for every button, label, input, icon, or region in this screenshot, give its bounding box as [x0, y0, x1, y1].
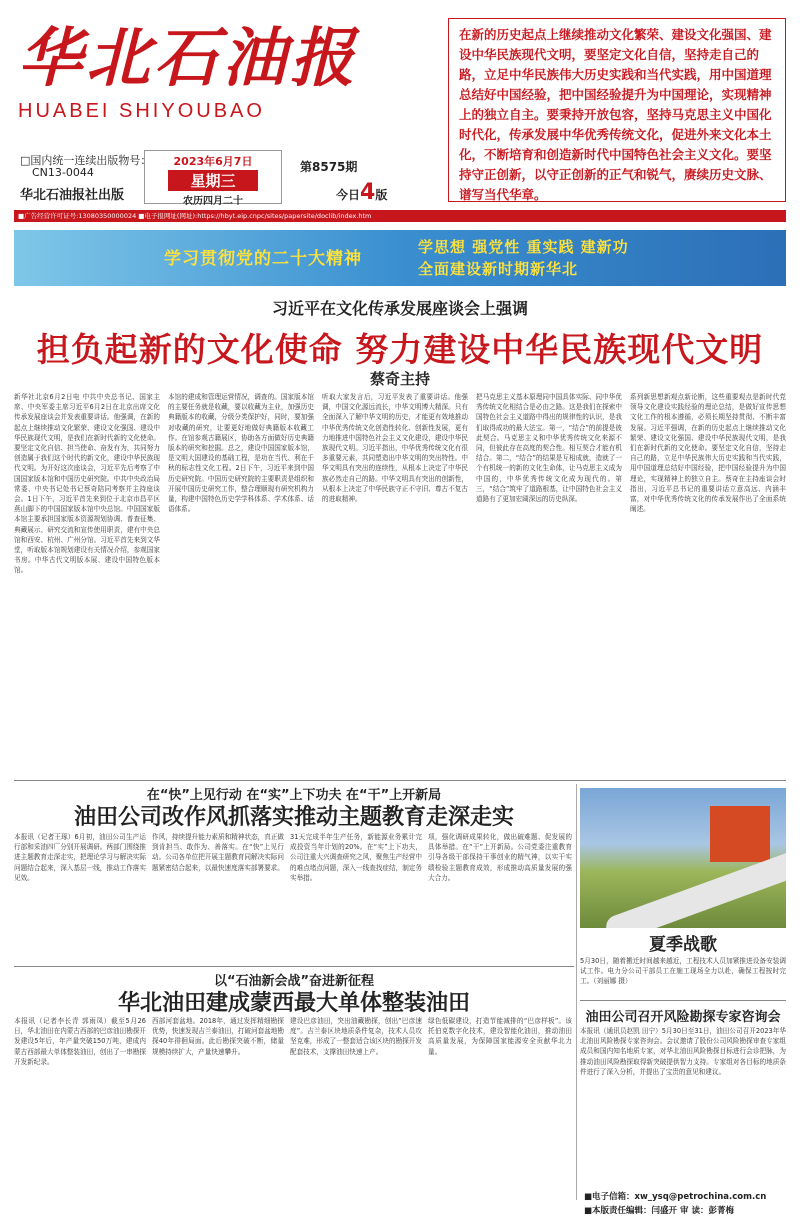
lead-byline: 蔡奇主持	[369, 370, 430, 388]
story3-column: 绿色低碳建设，打造节能减排的“巴彦样板”。该托伯克数字化技术，建设智能化油田，推动油田高质量发展，为保障国家能源安全贡献华北力量。	[428, 1017, 572, 1056]
lunar-date: 农历四月二十	[183, 196, 243, 207]
photo-caption: 5月30日，随着搬迁时间越来越近，工程技术人员加紧推进设备安装调试工作。电力分公司干部员工在施工现场全力以赴，确保工程按时完工。（刘丽娜 摄）	[580, 957, 786, 986]
issue-date: 2023年6月7日	[173, 155, 253, 168]
story3-column: 西部河套盆地。2018年，通过发挥精细勘探优势，快速发现吉兰泰油田，打破河套盆地勘探40年徘徊局面。此后勘探突破不断，储量规模持续扩大，产量快速攀升。	[152, 1017, 284, 1056]
theme-banner	[14, 230, 786, 286]
story2-headline: 油田公司改作风抓落实推动主题教育走深走实	[73, 804, 514, 830]
story3-column: 建设巴彦油田，突出油藏勘探，创出“巴彦速度”。吉兰泰区块地质条件复杂，技术人员攻坚克难，形成了一整套适合该区块的勘探开发配套技术，支撑油田快速上产。	[290, 1017, 422, 1056]
story2-column: 项，强化调研成果转化，做出破难题、促发展的具体举措。在“干”上开新局。公司党委注重教育引导各级干部保持干事创业的精气神，以实干实绩检验主题教育成效，形成推动高质量发展的强大合力。	[428, 833, 572, 882]
editor-email: ■电子信箱：xw_ysq@petrochina.com.cn	[584, 1192, 767, 1202]
issue-number: 第8575期	[300, 160, 358, 174]
story4-headline: 油田公司召开风险勘探专家咨询会	[585, 1010, 781, 1025]
pages-prefix: 今日	[336, 188, 361, 202]
masthead	[18, 14, 438, 164]
pages-suffix: 版	[375, 188, 388, 202]
story3-kicker: 以“石油新会战”奋进新征程	[213, 974, 375, 989]
column-divider	[576, 784, 577, 1200]
banner-left: 学习贯彻党的二十大精神	[164, 249, 362, 269]
story2-kicker: 在“快”上见行动 在“实”上下功夫 在“干”上开新局	[146, 788, 442, 803]
section-divider	[14, 966, 574, 967]
section-divider	[580, 1000, 786, 1001]
editor-names: ■本版责任编辑：闫盛开 审 读：彭菁梅	[584, 1206, 734, 1216]
story2-column: 31天完成半年生产任务，新能源业务累计完成投资当年计划的20%。在“实”上下功夫，公司注重大兴调查研究之风，聚焦生产经营中的难点堵点问题，深入一线查找症结，制定务实举措。	[290, 833, 422, 882]
lead-headline: 担负起新的文化使命 努力建设中华民族现代文明	[36, 330, 764, 369]
lead-kicker: 习近平在文化传承发展座谈会上强调	[271, 299, 528, 318]
banner-right-bottom: 全面建设新时期新华北	[418, 260, 579, 278]
story3-column: 本报讯（记者李长青 郭雨凤）截至5月26日，华北油田在内蒙古西部的巴彦油田勘探开发建设5年后，年产量突破150万吨，建成内蒙古西部最大单体整装油田，创出了一串勘探开发新纪录。	[14, 1017, 146, 1066]
story2-column: 本报讯（记者王琢）6月初，油田公司生产运行部和采油四厂分别开展调研。两部门围绕推进主题教育走深走实，把理论学习与解决实际问题结合起来，深入基层一线，推动工作落实见效。	[14, 833, 146, 882]
story3-headline: 华北油田建成蒙西最大单体整装油田	[117, 990, 470, 1016]
quote-box: 在新的历史起点上继续推动文化繁荣、建设文化强国、建设中华民族现代文明，要坚定文化自信，坚持走自己的路，立足中华民族伟大历史实践和当代实践，用中国道理总结好中国经验，把中国经验提升为中国理论，实现精神上的独立自主。要秉持开放包容，坚持马克思主义中国化时代化，传承发展中华优秀传统文化，促进外来文化本土化，不断培育和创造新时代中国特色社会主义文化。要坚持守正创新，以守正创新的正气和锐气，赓续历史文脉、谱写当代华章。	[448, 18, 786, 202]
pages-count: 4	[360, 180, 376, 205]
lead-column: 本馆的建成和管理运营情况，调查的。国家版本馆的主要任务就是收藏，要以收藏为主业，加强历史典籍版本的收藏，分级分类保护好，同时，要加强对收藏的研究，让要更好地做好典籍版本收藏工作。在馆参观古籍展区，协助各方面做好历史典籍版本的研究和挖掘。总之，建设中国国家版本馆，是文明大国建设的基础工程，是功在当代、利在千秋的标志性文化工程。2日下午，习近平来到中国历史研究院。中国历史研究院的主要职责是组织和开展中国历史研究工作，整合理顺现有研究机构力量，构建中国特色历史学学科体系、学术体系、话语体系。	[168, 393, 314, 514]
newspaper-pinyin: HUABEI SHIYOUBAO	[18, 100, 265, 122]
lead-column: 听取大家发言后，习近平发表了重要讲话。他强调，中国文化源远流长，中华文明博大精深。只有全面深入了解中华文明的历史，才能更有效地推动中华优秀传统文化创造性转化、创新性发展，更有力地推进中国特色社会主义文化建设，建设中华民族现代文明。习近平指出，中华优秀传统文化有很多重要元素，共同塑造出中华文明的突出特性。中华文明具有突出的连续性，从根本上决定了中华民族必然走自己的路。中华文明具有突出的创新性，从根本上决定了中华民族守正不守旧、尊古不复古的进取精神。	[322, 393, 468, 504]
photo-truck	[710, 806, 770, 862]
photo-title: 夏季战歌	[649, 935, 717, 955]
newspaper-title: 华北石油报	[18, 21, 358, 96]
lead-column: 把马克思主义基本原理同中国具体实际、同中华优秀传统文化相结合是必由之路。这是我们在探索中国特色社会主义道路中得出的规律性的认识，是我们取得成功的最大法宝。第一，“结合”的前提是彼此契合。马克思主义和中华优秀传统文化来源不同，但彼此存在高度的契合性。相互契合才能有机结合。第二，“结合”的结果是互相成就，造就了一个有机统一的新的文化生命体，让马克思主义成为中国的，中华优秀传统文化成为现代的。第三，“结合”筑牢了道路根基，让中国特色社会主义道路有了更加宏阔深远的历史纵深。	[476, 393, 622, 504]
cn-label: □国内统一连续出版物号：	[20, 154, 152, 167]
weekday: 星期三	[168, 170, 258, 191]
publisher: 华北石油报社出版	[20, 188, 125, 203]
lead-column: 新华社北京6月2日电 中共中央总书记、国家主席、中央军委主席习近平6月2日在北京出席文化传承发展座谈会并发表重要讲话。他强调，在新的起点上继续推动文化繁荣、建设文化强国、建设中华民族现代文明，是我们在新时代新的文化使命。要坚定文化自信、担当使命、奋发有为，共同努力创造属于我们这个时代的新文化，建设中华民族现代文明。为开好这次座谈会，习近平先后考察了中国国家版本馆和中国历史研究院。中共中央政治局常委、中央书记处书记蔡奇陪同考察并主持座谈会。1日下午，习近平首先来到位于北京市昌平区燕山脚下的中国国家版本馆中央总馆。中国国家版本馆主要承担国家版本资源规划协调、普查征集、典藏展示、研究交流和宣传使用职责，建有中央总馆和西安、杭州、广州分馆。习近平首先来到文华堂，听取版本馆规划建设有关情况介绍，参观国家书房。中华古代文明版本展、建设中国特色版本馆。	[14, 393, 160, 575]
story4-body: 本报讯（通讯员赵凯 田宁）5月30日至31日，油田公司召开2023年华北油田风险勘探专家咨询会。会议邀请了股份公司风险勘探审查专家组成员和国内知名地质专家，对华北油田风险勘探目标进行会诊把脉，为推动油田风险勘探取得新突破提供智力支持。专家组对各目标的地质条件进行了深入分析，并提出了宝贵的意见和建议。	[580, 1027, 786, 1076]
story2-column: 作风，持续提升能力素质和精神状态，真正做到肯担当、敢作为、善落实。在“快”上见行动。公司各单位把开展主题教育同解决实际问题紧密结合起来，以最快速度落实部署要求。	[152, 833, 284, 872]
news-photo	[580, 788, 786, 928]
lead-column: 系列新思想新观点新论断，这些重要观点是新时代党领导文化建设实践经验的理论总结，是做好宣传思想文化工作的根本遵循，必须长期坚持贯彻、不断丰富发展。习近平强调，在新的历史起点上继续推动文化繁荣、建设文化强国、建设中华民族现代文明，是我们在新时代新的文化使命。要坚定文化自信，坚持走自己的路，立足中华民族伟大历史实践和当代实践，用中国道理总结好中国经验，把中国经验提升为中国理论，实现精神上的独立自主。蔡奇在主持座谈会时指出，习近平总书记的重要讲话立意高远、内涵丰富，对中华优秀传统文化的传承发展作出了全面系统阐述。	[630, 393, 786, 514]
editor-info	[584, 1190, 784, 1218]
section-divider	[14, 780, 786, 781]
cn-number: CN13-0044	[32, 166, 94, 179]
page-count	[336, 180, 387, 205]
banner-right-top: 学思想 强党性 重实践 建新功	[418, 238, 629, 256]
date-box	[144, 150, 282, 207]
info-bar: ■广告经营许可证号:13080350000024 ■电子报网址(网址):https://hbyt.eip.cnpc/sites/papersite/doclib/index.htm	[14, 210, 786, 222]
